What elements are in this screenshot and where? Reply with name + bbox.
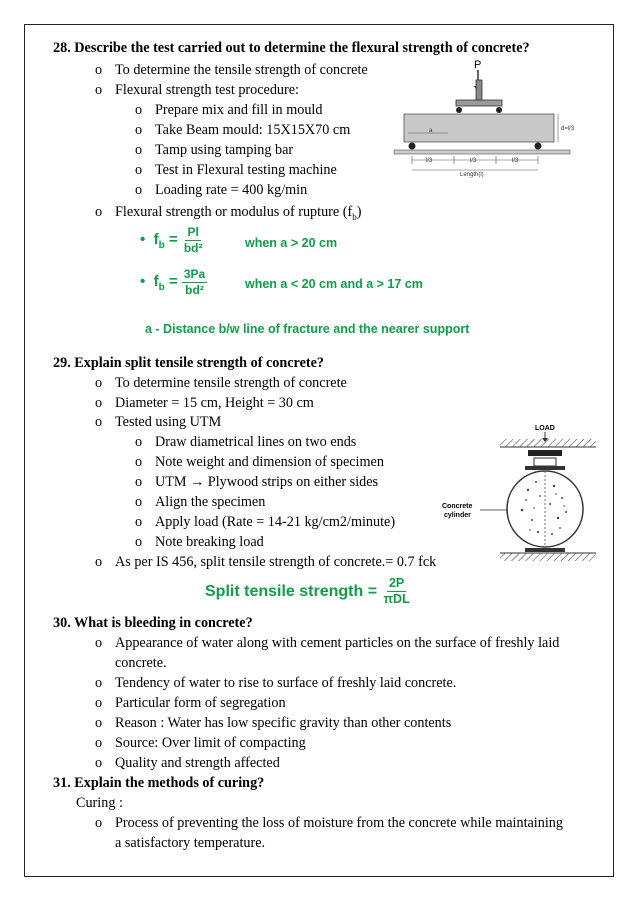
svg-text:Length(l): Length(l): [460, 172, 484, 178]
q30-bullet: Appearance of water along with cement particles on the surface of freshly laid: [115, 635, 560, 651]
q29-sub-bullet: Note breaking load: [155, 534, 264, 550]
q30-bullet-cont: concrete.: [115, 655, 167, 671]
question-30-title: 30. What is bleeding in concrete?: [53, 615, 253, 631]
q29-sub-bullet: Note weight and dimension of specimen: [155, 454, 384, 470]
bullet-marker: o: [135, 102, 143, 118]
split-tensile-formula: Split tensile strength = $\frac{2P}{\text{πDL}}$: [205, 576, 410, 607]
bullet-marker: o: [95, 815, 103, 831]
q30-bullet: Tendency of water to rise to surface of freshly laid concrete.: [115, 675, 457, 691]
question-29-title: 29. Explain split tensile strength of concrete?: [53, 355, 324, 371]
question-28-title: 28. Describe the test carried out to determine the flexural strength of concrete?: [53, 40, 530, 56]
q31-bullet: Process of preventing the loss of moisture from the concrete while maintaining: [115, 815, 563, 831]
q29-sub-bullet: Apply load (Rate = 14-21 kg/cm2/minute): [155, 514, 396, 530]
bullet-marker: o: [95, 554, 103, 570]
curing-label: Curing :: [76, 795, 123, 811]
q30-bullet: Reason : Water has low specific gravity than other contents: [115, 715, 452, 731]
bullet-marker: o: [95, 375, 103, 391]
q29-is456: As per IS 456, split tensile strength of concrete.= 0.7 fck: [115, 554, 437, 570]
svg-text:Concrete: Concrete: [442, 503, 473, 510]
formula-2-condition: when a < 20 cm and a > 17 cm: [245, 277, 423, 291]
bullet-marker: o: [95, 204, 103, 220]
q30-bullet: Quality and strength affected: [115, 755, 280, 771]
bullet-marker: o: [95, 414, 103, 430]
svg-text:l/3: l/3: [512, 158, 519, 164]
bullet-marker: o: [135, 434, 143, 450]
bullet-marker: o: [135, 454, 143, 470]
bullet-marker: o: [95, 715, 103, 731]
bullet-marker: o: [135, 474, 143, 490]
bullet-marker: o: [135, 162, 143, 178]
q28-bullet: To determine the tensile strength of concrete: [115, 62, 368, 78]
bullet-marker: o: [95, 635, 103, 651]
q28-sub-bullet: Test in Flexural testing machine: [155, 162, 337, 178]
bullet-marker: o: [95, 395, 103, 411]
bullet-marker: o: [135, 122, 143, 138]
q29-bullet: Tested using UTM: [115, 414, 222, 430]
svg-text:l/3: l/3: [426, 158, 433, 164]
q29-sub-bullet: UTM → Plywood strips on either sides: [155, 474, 379, 490]
q28-sub-bullet: Tamp using tamping bar: [155, 142, 294, 158]
bullet-marker: o: [95, 755, 103, 771]
q28-sub-bullet: Take Beam mould: 15X15X70 cm: [155, 122, 351, 138]
bullet-marker: o: [95, 82, 103, 98]
svg-text:LOAD: LOAD: [535, 425, 555, 432]
svg-text:P: P: [474, 59, 482, 71]
svg-text:a: a: [429, 128, 433, 134]
svg-text:l/3: l/3: [470, 158, 477, 164]
bullet-marker: o: [95, 62, 103, 78]
question-31-title: 31. Explain the methods of curing?: [53, 775, 265, 791]
q28-sub-bullet: Prepare mix and fill in mould: [155, 102, 323, 118]
svg-text:cylinder: cylinder: [444, 512, 471, 519]
q29-bullet: Diameter = 15 cm, Height = 30 cm: [115, 395, 314, 411]
formula-1-condition: when a > 20 cm: [245, 236, 338, 250]
q29-bullet: To determine tensile strength of concrete: [115, 375, 347, 391]
bullet-marker: o: [95, 675, 103, 691]
q28-bullet: Flexural strength test procedure:: [115, 82, 299, 98]
bullet-marker: o: [135, 534, 143, 550]
distance-note: a - Distance b/w line of fracture and the nearer support: [145, 322, 470, 336]
formula-2: • $f_b$ = $\frac{3Pa}{\text{bd²}}$: [140, 266, 206, 297]
q30-bullet: Particular form of segregation: [115, 695, 286, 711]
q29-sub-bullet: Align the specimen: [155, 494, 266, 510]
bullet-marker: o: [95, 735, 103, 751]
q28-sub-bullet: Loading rate = 400 kg/min: [155, 182, 308, 198]
q30-bullet: Source: Over limit of compacting: [115, 735, 306, 751]
svg-text:d=l/3: d=l/3: [561, 126, 575, 132]
bullet-marker: o: [135, 494, 143, 510]
flexural-test-diagram: [390, 58, 600, 180]
bullet-marker: o: [135, 182, 143, 198]
q31-bullet-cont: a satisfactory temperature.: [115, 835, 266, 851]
split-tensile-diagram: [440, 420, 600, 572]
bullet-marker: o: [95, 695, 103, 711]
q28-modulus-line: Flexural strength or modulus of rupture $(f_b)$: [115, 204, 362, 222]
q29-sub-bullet: Draw diametrical lines on two ends: [155, 434, 357, 450]
formula-1: • $f_b$ = $\frac{Pl}{\text{bd²}}$: [140, 224, 203, 255]
bullet-marker: o: [135, 514, 143, 530]
bullet-marker: o: [135, 142, 143, 158]
